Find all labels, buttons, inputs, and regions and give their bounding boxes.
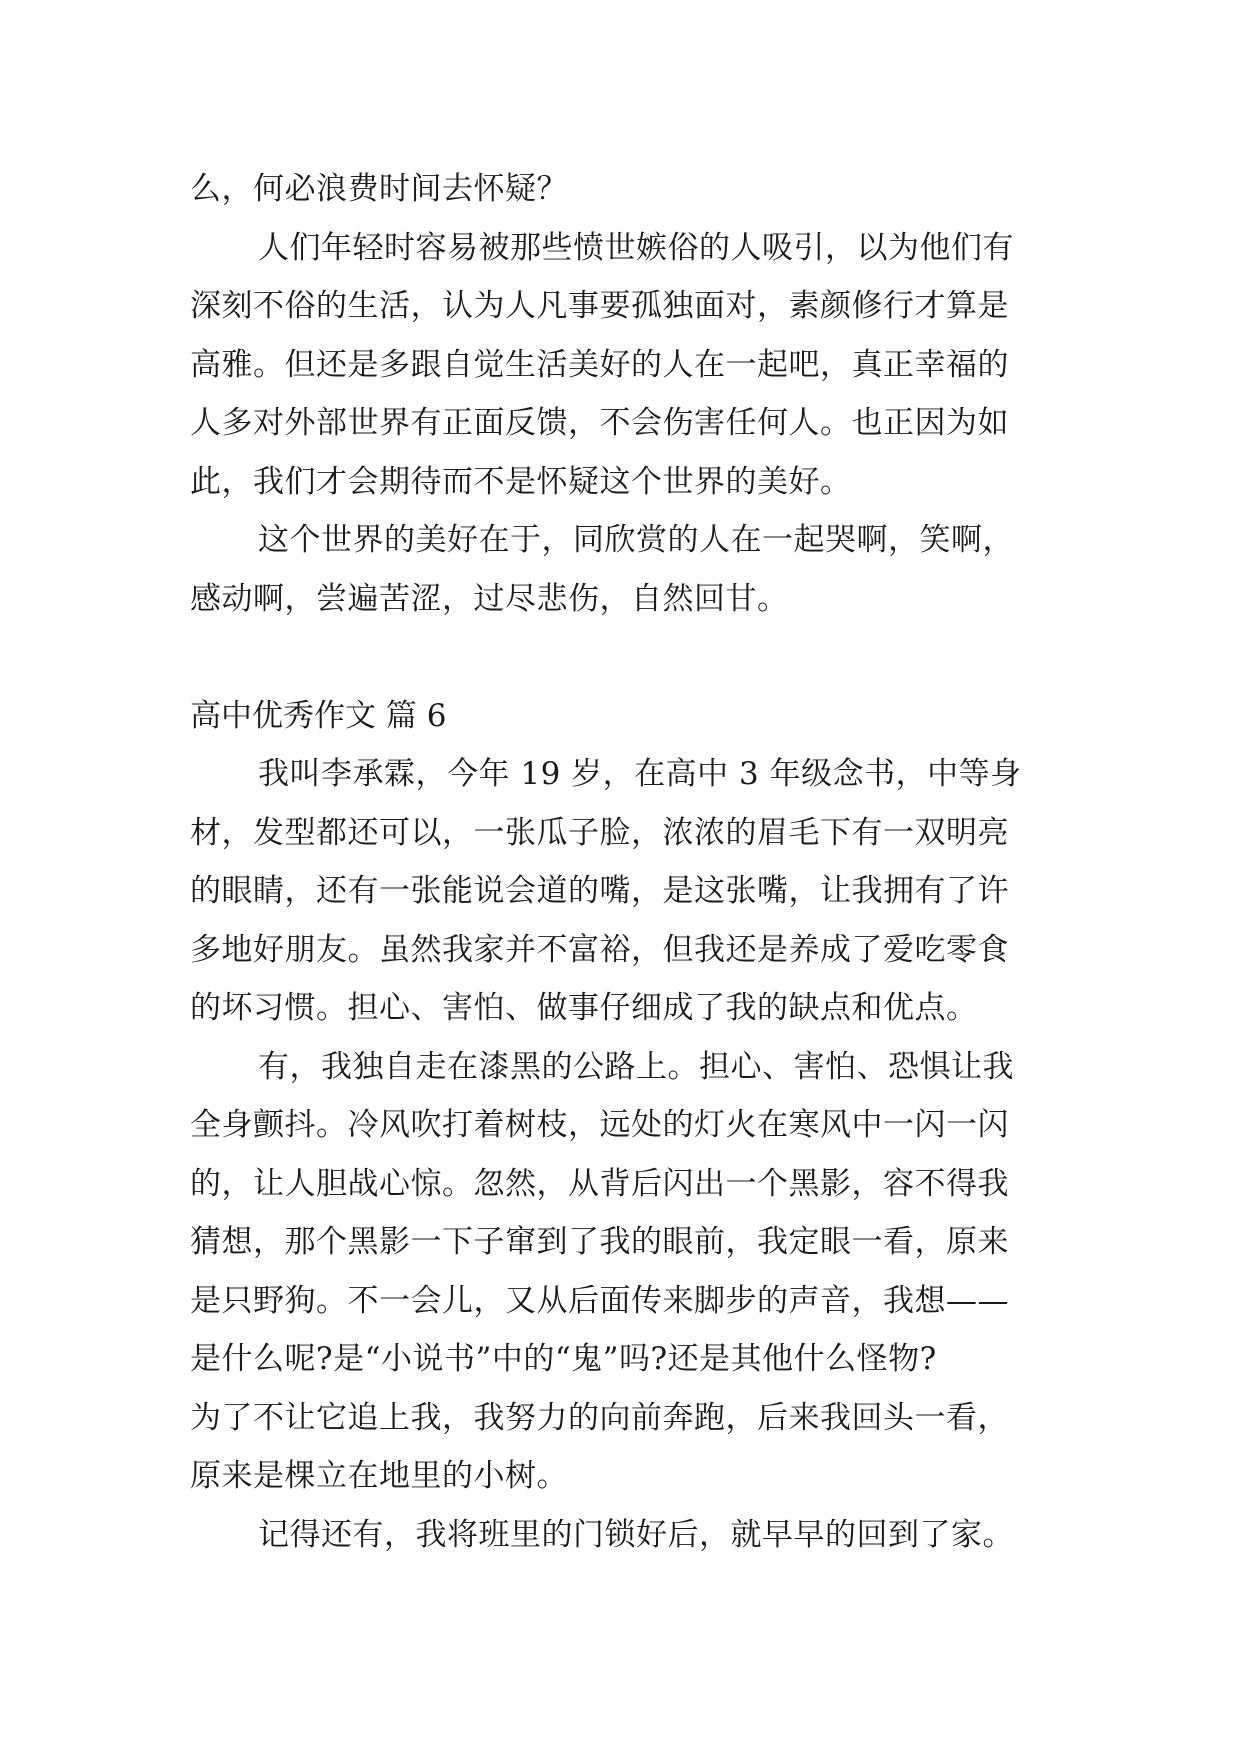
paragraph-line: 原来是棵立在地里的小树。	[190, 1458, 568, 1494]
paragraph-line: 为了不让它追上我，我努力的向前奔跑，后来我回头一看，	[190, 1399, 1009, 1436]
paragraph-line: 此，我们才会期待而不是怀疑这个世界的美好。	[190, 463, 852, 500]
paragraph-line: 猜想，那个黑影一下子窜到了我的眼前，我定眼一看，原来	[190, 1224, 1009, 1260]
paragraph-line: 有，我独自走在漆黑的公路上。担心、害怕、恐惧让我	[258, 1048, 1014, 1085]
paragraph-line: 全身颤抖。冷风吹打着树枝，远处的灯火在寒风中一闪一闪	[190, 1107, 1009, 1143]
paragraph-line: 我叫李承霖，今年 19 岁，在高中 3 年级念书，中等身	[258, 756, 1022, 792]
paragraph-line: 的，让人胆战心惊。忽然，从背后闪出一个黑影，容不得我	[190, 1165, 1009, 1202]
section-title: 高中优秀作文 篇 6	[190, 697, 447, 734]
paragraph-line: 记得还有，我将班里的门锁好后，就早早的回到了家。	[258, 1516, 1014, 1553]
paragraph-line: 感动啊，尝遍苦涩，过尽悲伤，自然回甘。	[190, 580, 789, 617]
paragraph-line: 是只野狗。不一会儿，又从后面传来脚步的声音，我想——	[190, 1282, 1009, 1319]
paragraph-line: 是什么呢?是“小说书”中的“鬼”吗?还是其他什么怪物?	[190, 1341, 937, 1377]
paragraph-line: 材，发型都还可以，一张瓜子脸，浓浓的眉毛下有一双明亮	[190, 814, 1009, 851]
section-spacer	[190, 628, 1080, 687]
paragraph-line: 深刻不俗的生活，认为人凡事要孤独面对，素颜修行才算是	[190, 288, 1009, 324]
paragraph-line: 人们年轻时容易被那些愤世嫉俗的人吸引，以为他们有	[258, 229, 1014, 266]
paragraph-line: 人多对外部世界有正面反馈，不会伤害任何人。也正因为如	[190, 405, 1009, 441]
paragraph-line: 的坏习惯。担心、害怕、做事仔细成了我的缺点和优点。	[190, 990, 978, 1026]
document-body	[190, 160, 1080, 1564]
paragraph-line: 这个世界的美好在于，同欣赏的人在一起哭啊，笑啊，	[258, 522, 1014, 558]
paragraph-line: 高雅。但还是多跟自觉生活美好的人在一起吧，真正幸福的	[190, 346, 1009, 383]
paragraph-line: 多地好朋友。虽然我家并不富裕，但我还是养成了爱吃零食	[190, 931, 1009, 968]
paragraph-line: 的眼睛，还有一张能说会道的嘴，是这张嘴，让我拥有了许	[190, 873, 1009, 909]
paragraph-line: 么，何必浪费时间去怀疑？	[190, 171, 568, 207]
